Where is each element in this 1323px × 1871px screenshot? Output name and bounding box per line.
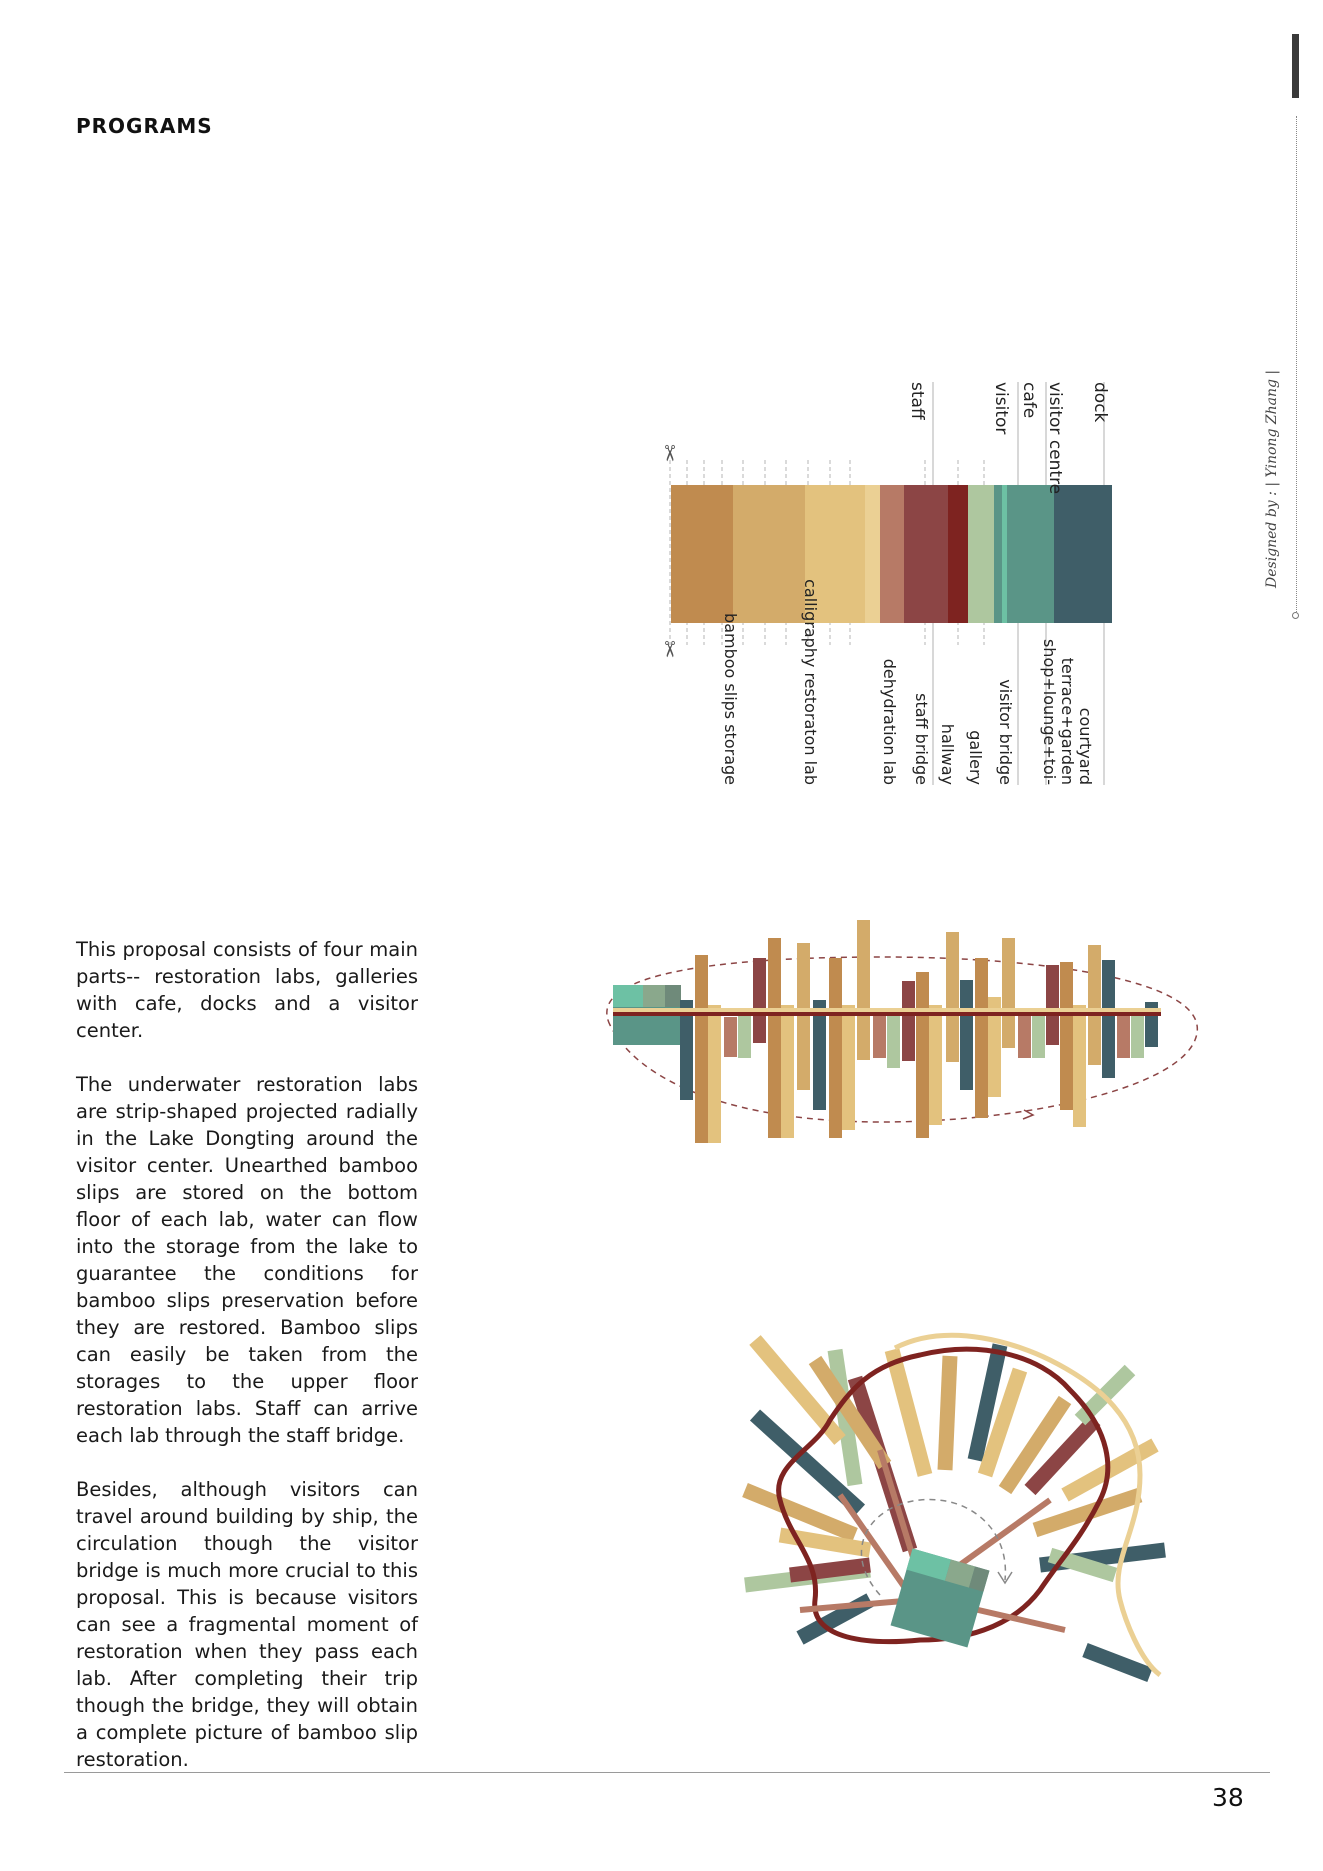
label-visitor: visitor bbox=[991, 382, 1011, 435]
strip-courtyard bbox=[1010, 485, 1054, 623]
strip-calligraphy-lab bbox=[733, 485, 805, 623]
paragraph-labs: The underwater restoration labs are strip-shaped projected radially in the Lake Dongting around the visitor center. Unearthed bamboo slips are stored on the bottom floor of each lab, water can flow into the storage from the lake to guarantee the conditions for bamboo slips preservation before they are restored. Bamboo slips can easily be taken from the storages to the upper floor restoration labs. Staff can arrive each lab through the staff bridge. bbox=[76, 1073, 418, 1447]
footer-rule bbox=[64, 1772, 1270, 1773]
label-shop: shop+lounge+toi- bbox=[1040, 638, 1059, 785]
scissors-bottom-icon: ✂ bbox=[656, 640, 681, 659]
strip-staff-bridge bbox=[865, 485, 880, 623]
bridge-deck-upper bbox=[613, 1008, 1161, 1012]
strip-gallery bbox=[904, 485, 948, 623]
label-terrace: terrace+garden bbox=[1058, 657, 1077, 785]
label-courtyard: courtyard bbox=[1076, 707, 1095, 785]
program-strip bbox=[671, 485, 1112, 623]
paragraph-intro: This proposal consists of four main parts-- restoration labs, galleries with cafe, docks and a visitor center. bbox=[76, 938, 418, 1042]
lab-bars bbox=[613, 920, 1158, 1143]
label-staff: staff bbox=[907, 382, 927, 420]
label-staff-bridge: staff bridge bbox=[912, 693, 931, 785]
program-strip-diagram bbox=[650, 370, 1190, 810]
side-dotted-line bbox=[1296, 116, 1297, 616]
designer-credit: Designed by : | Yinong Zhang | bbox=[1264, 369, 1280, 588]
paragraph-visitors: Besides, although visitors can travel around building by ship, the circulation though the visitor bridge is much more crucial to this proposal. This is because visitors can see a fragmental moment of restoration when they pass each lab. After completing their trip though the bridge, they will obtain a complete picture of bamboo slip restoration. bbox=[76, 1478, 418, 1771]
strip-shop bbox=[968, 485, 994, 623]
strip-bamboo-storage bbox=[671, 485, 733, 623]
label-bamboo-storage: bamboo slips storage bbox=[721, 613, 740, 785]
strip-terrace-accent bbox=[1002, 485, 1007, 623]
scissors-top-icon: ✂ bbox=[656, 444, 681, 463]
label-dehydration: dehydration lab bbox=[880, 658, 899, 785]
body-text bbox=[76, 936, 418, 1800]
label-visitor-bridge: visitor bridge bbox=[996, 679, 1015, 785]
label-hallway: hallway bbox=[938, 723, 957, 785]
section-heading: PROGRAMS bbox=[76, 114, 213, 138]
side-accent-bar bbox=[1292, 34, 1299, 98]
radial-plan-diagram bbox=[720, 1300, 1200, 1710]
strip-hallway bbox=[880, 485, 904, 623]
elevation-diagram bbox=[570, 905, 1210, 1185]
strip-visitor-bridge bbox=[948, 485, 968, 623]
strip-dock bbox=[1054, 485, 1112, 623]
side-line-end-dot bbox=[1292, 612, 1299, 619]
page-number: 38 bbox=[1212, 1783, 1244, 1812]
bridge-deck-lower bbox=[613, 1012, 1161, 1016]
label-cafe: cafe bbox=[1019, 382, 1039, 419]
label-dock: dock bbox=[1090, 382, 1110, 423]
label-calligraphy: calligraphy restoraton lab bbox=[801, 579, 820, 785]
label-visitor-centre: visitor centre bbox=[1045, 382, 1065, 495]
label-gallery: gallery bbox=[966, 730, 985, 785]
